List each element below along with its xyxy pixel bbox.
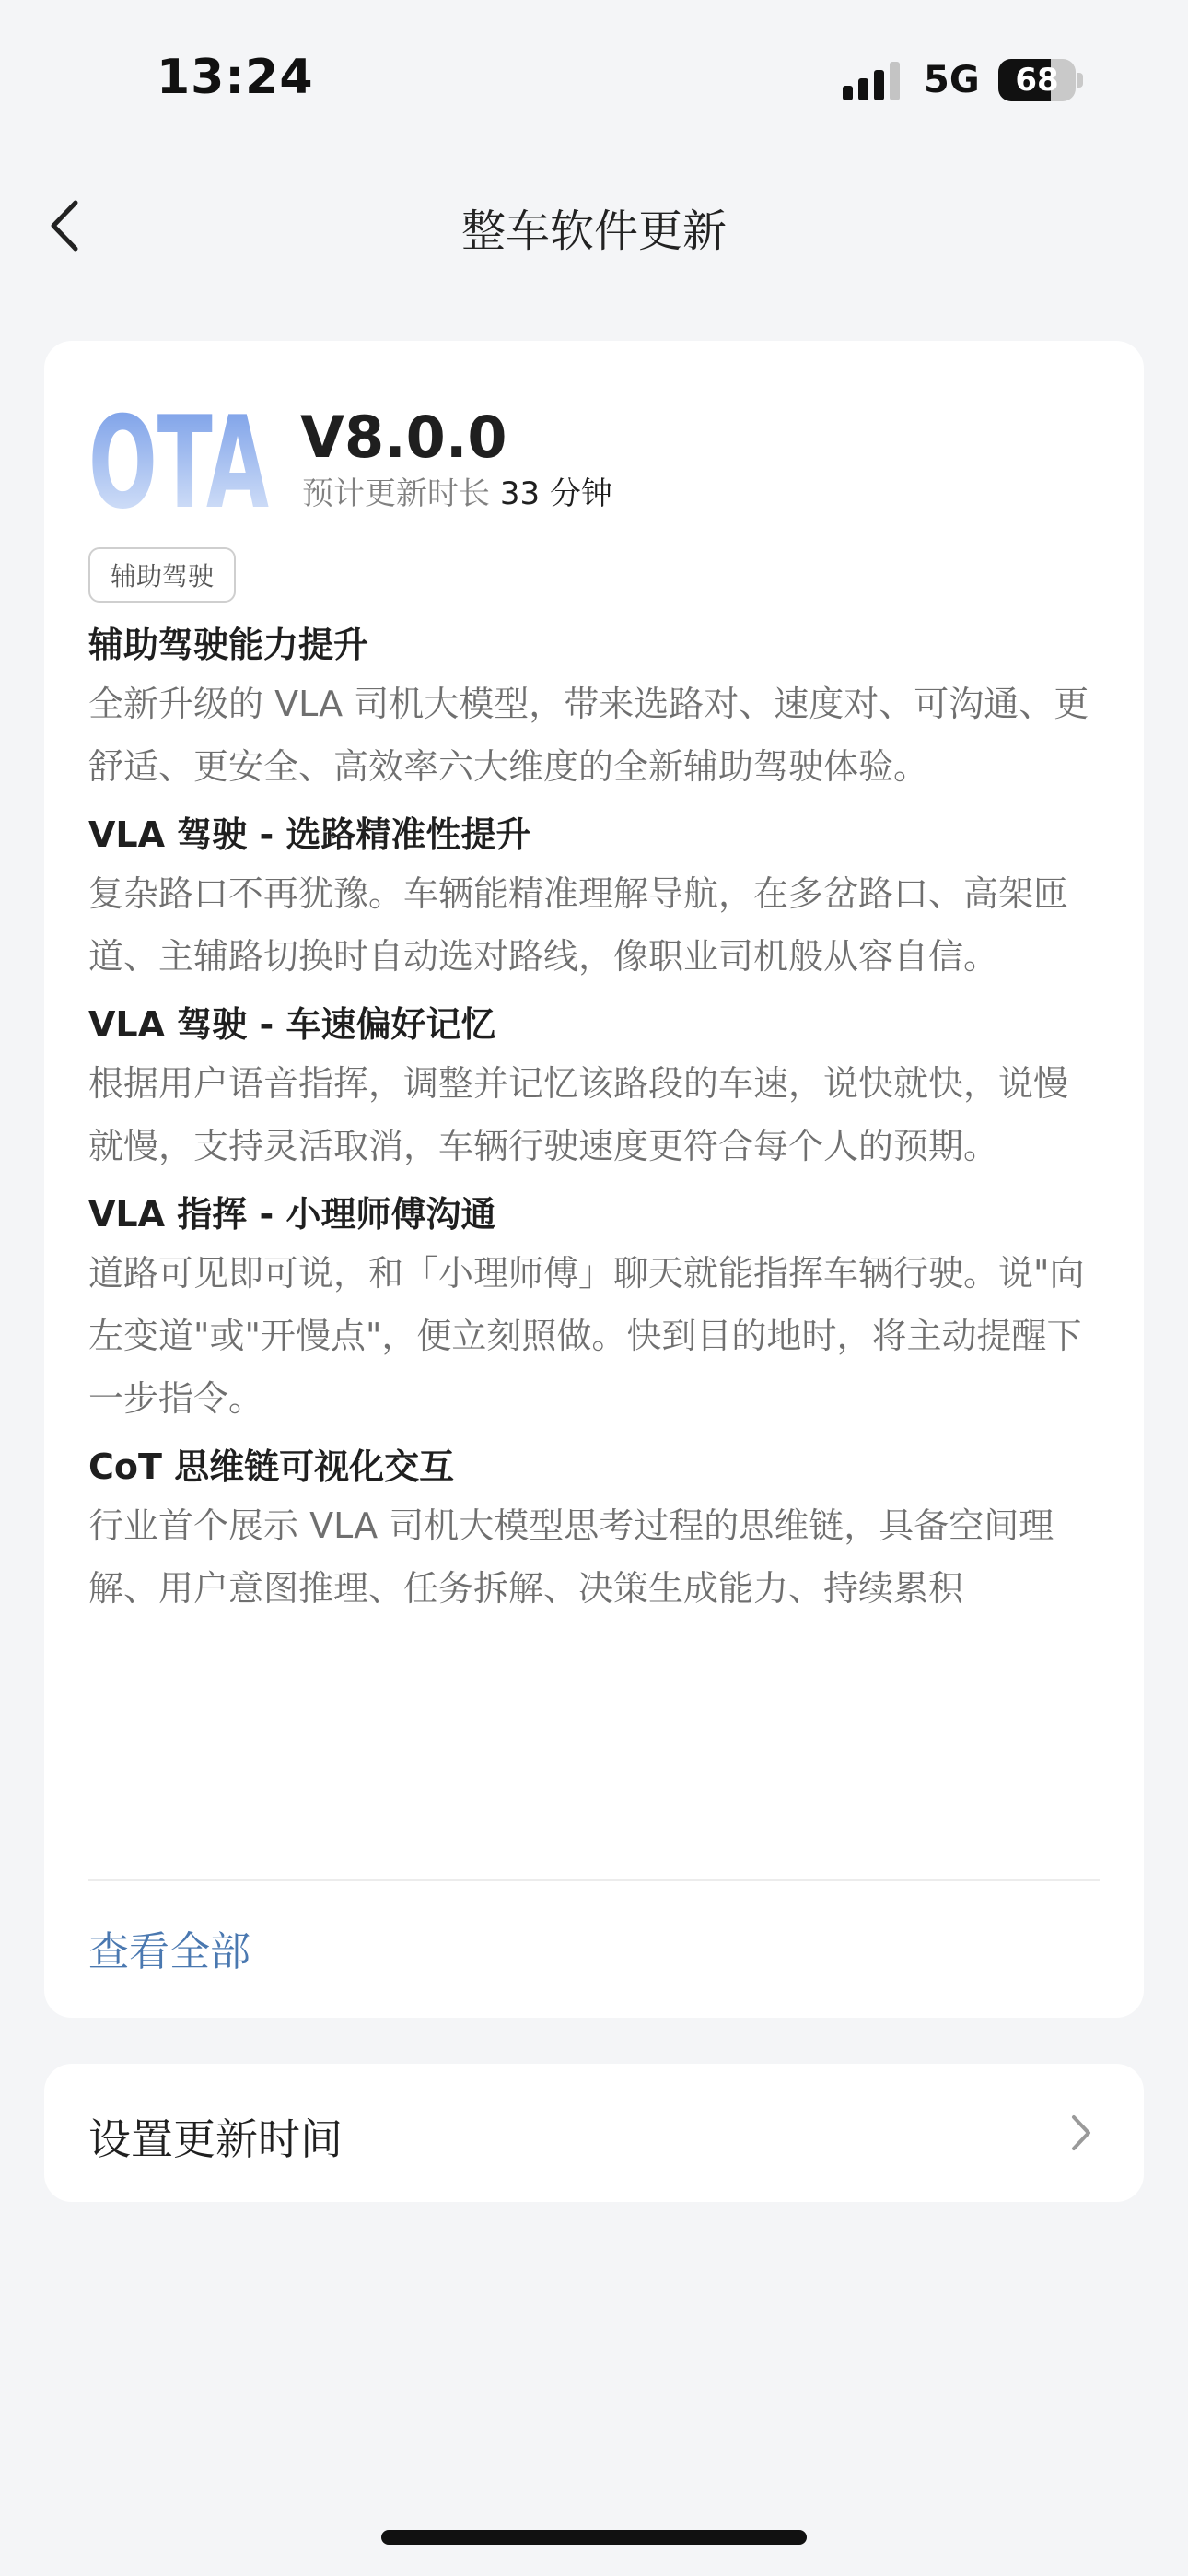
ota-logo	[88, 404, 273, 514]
battery-percent: 68	[1015, 62, 1059, 99]
release-notes	[88, 617, 1101, 1833]
nav-bar	[0, 157, 1188, 295]
category-tag: 辅助驾驶	[88, 547, 236, 603]
note-body: 道路可见即可说，和「小理师傅」聊天就能指挥车辆行驶。说"向左变道"或"开慢点"，便立刻照做。快到目的地时，将主动提醒下一步指令。	[88, 1253, 1085, 1419]
chevron-right-icon	[1066, 2110, 1094, 2156]
view-all-link[interactable]: 查看全部	[88, 1928, 250, 1975]
signal-icon	[843, 62, 903, 100]
duration-row	[302, 468, 612, 513]
note-body: 复杂路口不再犹豫。车辆能精准理解导航，在多岔路口、高架匝道、主辅路切换时自动选对路线，像职业司机般从容自信。	[88, 873, 1069, 977]
network-type: 5G	[924, 59, 980, 101]
note-title: VLA 指挥 - 小理师傅沟通	[88, 1194, 496, 1235]
divider	[88, 1879, 1100, 1881]
note-body: 行业首个展示 VLA 司机大模型思考过程的思维链，具备空间理解、用户意图推理、任务拆解、决策生成能力、持续累积	[88, 1505, 1054, 1609]
note-body: 根据用户语音指挥，调整并记忆该路段的车速，说快就快，说慢就慢，支持灵活取消，车辆行驶速度更符合每个人的预期。	[88, 1063, 1069, 1166]
set-update-time-row[interactable]	[44, 2064, 1144, 2202]
note-title: VLA 驾驶 - 车速偏好记忆	[88, 1004, 496, 1045]
page-title: 整车软件更新	[460, 205, 727, 257]
note-body: 全新升级的 VLA 司机大模型，带来选路对、速度对、可沟通、更舒适、更安全、高效率六大维度的全新辅助驾驶体验。	[88, 684, 1089, 787]
update-card	[44, 341, 1144, 2018]
status-time: 13:24	[157, 50, 314, 105]
ota-logo-text: OTA	[88, 404, 270, 514]
duration-value: 33 分钟	[499, 475, 612, 512]
note-title: 辅助驾驶能力提升	[88, 625, 369, 665]
note-title: CoT 思维链可视化交互	[88, 1446, 455, 1487]
note-title: VLA 驾驶 - 选路精准性提升	[88, 814, 531, 855]
set-update-time-label: 设置更新时间	[88, 2114, 343, 2164]
duration-label: 预计更新时长	[302, 475, 490, 512]
status-bar	[0, 0, 1188, 157]
home-indicator	[381, 2530, 807, 2545]
version-number: V8.0.0	[300, 404, 507, 471]
battery-icon	[998, 59, 1083, 101]
